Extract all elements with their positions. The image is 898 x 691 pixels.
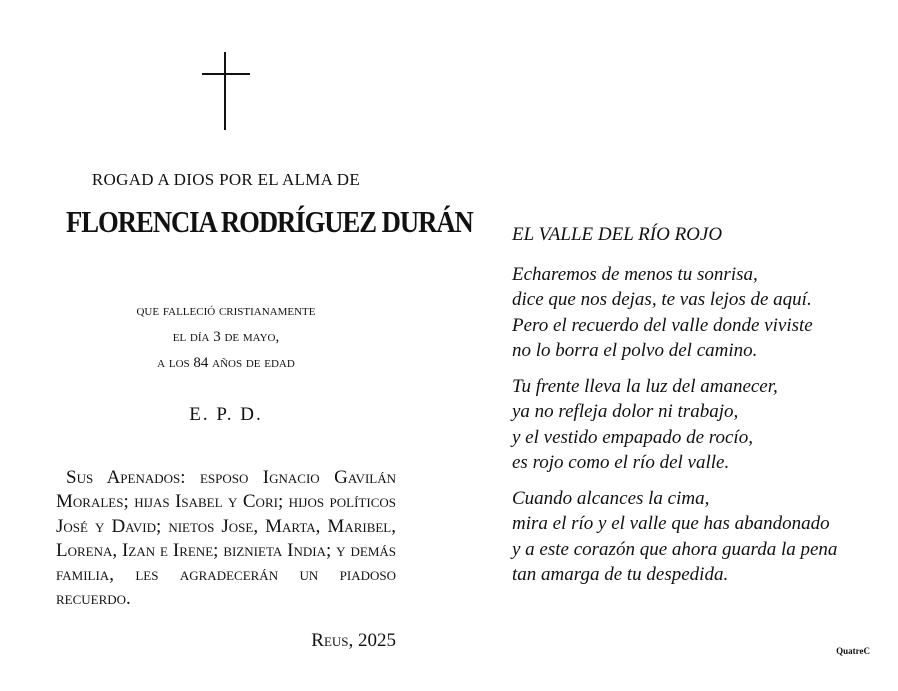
cross-icon (202, 52, 250, 130)
poem-stanza-2 (512, 374, 872, 476)
poem (512, 222, 872, 598)
poem-stanza-1 (512, 262, 872, 364)
place-date: Reus, 2025 (311, 630, 396, 651)
brand-mark: QuatreC (836, 646, 870, 656)
poem-line: Cuando alcances la cima, (512, 487, 710, 509)
poem-line: mira el río y el valle que has abandonado (512, 513, 830, 534)
death-notice (56, 298, 396, 376)
poem-line: tan amarga de tu despedida. (512, 564, 729, 585)
cross-vertical-bar (224, 52, 226, 130)
cross-horizontal-bar (202, 73, 250, 75)
poem-line: Tu frente lleva la luz del amanecer, (512, 375, 778, 397)
poem-line: dice que nos dejas, te vas lejos de aquí. (512, 289, 812, 310)
poem-line: es rojo como el río del valle. (512, 452, 730, 473)
epd-text: E. P. D. (189, 404, 263, 425)
deceased-name: FLORENCIA RODRÍGUEZ DURÁN (66, 204, 473, 239)
poem-title: EL VALLE DEL RÍO ROJO (512, 224, 723, 245)
family-paragraph: Sus Apenados: esposo Ignacio Gavilán Morales; hijas Isabel y Cori; hijos políticos José y David; nietos Jose, Marta, Maribel, Lorena, Izan e Irene; biznieta India; y demás familia, les agradecerán un piadoso recuerdo. (56, 467, 396, 610)
poem-line: y el vestido empapado de rocío, (512, 426, 753, 448)
poem-line: y a este corazón que ahora guarda la pena (512, 538, 838, 560)
poem-stanza-3 (512, 486, 872, 588)
death-line-3: a los 84 años de edad (157, 355, 295, 371)
death-line-1: que falleció cristianamente (136, 303, 316, 319)
poem-line: Pero el recuerdo del valle donde viviste (512, 314, 813, 336)
poem-line: ya no refleja dolor ni trabajo, (512, 401, 739, 422)
poem-line: Echaremos de menos tu sonrisa, (512, 263, 758, 285)
rogad-heading: ROGAD A DIOS POR EL ALMA DE (91, 170, 361, 189)
death-line-2: el día 3 de mayo, (172, 329, 280, 345)
poem-line: no lo borra el polvo del camino. (512, 340, 758, 361)
